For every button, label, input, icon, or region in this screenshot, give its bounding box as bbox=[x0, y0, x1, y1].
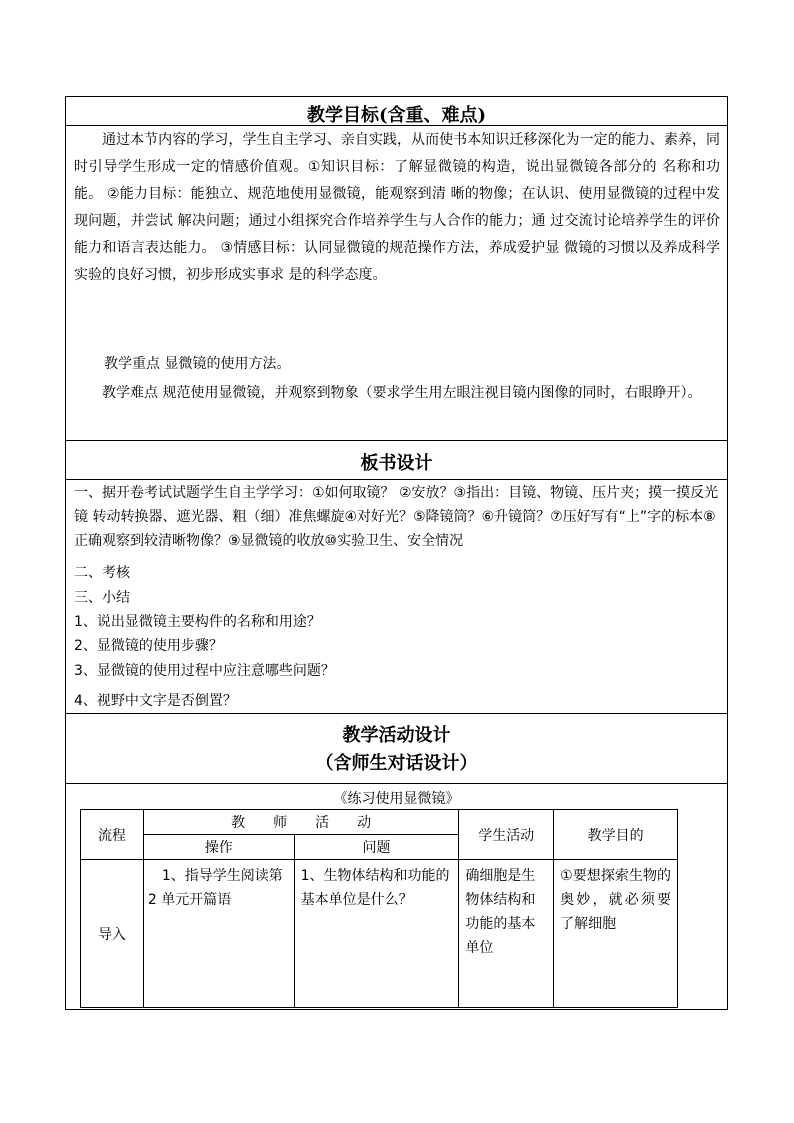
subheader-operation: 操作 bbox=[143, 835, 294, 860]
difficult-point: 教学难点 规范使用显微镜，并观察到物象（要求学生用左眼注视目镜内图像的同时，右眼睁开）。 bbox=[102, 385, 702, 401]
header-student-activity: 学生活动 bbox=[459, 810, 554, 860]
summary-question-4: 4、视野中文字是否倒置？ bbox=[74, 693, 237, 709]
section-title-board-design: 板书设计 bbox=[360, 453, 433, 474]
section-title-activity: 教学活动设计 bbox=[342, 725, 451, 746]
divider bbox=[66, 713, 727, 714]
section-subtitle-activity: （含师生对话设计） bbox=[315, 753, 478, 774]
divider bbox=[66, 125, 727, 126]
board-item-3: 三、小结 bbox=[74, 590, 130, 606]
board-item-2: 二、考核 bbox=[74, 565, 130, 581]
row-operation-cell: 1、指导学生阅读第 2 单元开篇语 bbox=[143, 860, 294, 1008]
row-purpose-cell: ①要想探索生物的奥妙，就必须要了解细胞 bbox=[554, 860, 678, 1008]
summary-question-2: 2、显微镜的使用步骤？ bbox=[74, 638, 223, 654]
board-item-1: 一、据开卷考试试题学生自主学学习：①如何取镜？ ②安放？③指出：目镜、物镜、压片夹；摸一摸反光镜 转动转换器、遮光器、粗（细）准焦螺旋④对好光？⑤降镜筒？⑥升镜筒？⑦压好写有“上”字的标本⑧正确观察到较清晰物像？⑨显微镜的收放⑩实验卫生、安全情况 bbox=[74, 485, 719, 549]
subheader-question: 问题 bbox=[294, 835, 459, 860]
objectives-paragraph: 通过本节内容的学习，学生自主学习、亲自实践，从而使书本知识迁移深化为一定的能力、素养，同时引导学生形成一定的情感价值观。①知识目标：了解显微镜的构造，说出显微镜各部分的 名称和功能。 ②能力目标：能独立、规范地使用显微镜，能观察到清 晰的物像；在认识、使用显微镜的过程中发现问题，并尝试 解决问题；通过小组探究合作培养学生与人合作的能力；通 过交流讨论培养学生的评价能力和语言表达能力。 ③情感目标：认同显微镜的规范操作方法，养成爱护显 微镜的习惯以及养成科学实验的良好习惯，初步形成实事求 是的科学态度。 bbox=[74, 132, 720, 283]
header-process: 流程 bbox=[81, 810, 144, 860]
activity-table bbox=[80, 809, 678, 1008]
divider bbox=[66, 783, 727, 784]
header-purpose: 教学目的 bbox=[554, 810, 678, 860]
row-student-cell: 确细胞是生物体结构和功能的基本单位 bbox=[459, 860, 554, 1008]
header-teacher-activity: 教 师 活 动 bbox=[143, 810, 458, 835]
summary-question-3: 3、显微镜的使用过程中应注意哪些问题？ bbox=[74, 663, 335, 679]
lesson-title: 《练习使用显微镜》 bbox=[333, 791, 460, 807]
row-question-cell: 1、生物体结构和功能的基本单位是什么？ bbox=[294, 860, 459, 1008]
key-point: 教学重点 显微镜的使用方法。 bbox=[104, 356, 291, 372]
divider bbox=[66, 440, 727, 441]
divider bbox=[66, 479, 727, 480]
lesson-plan-table bbox=[65, 96, 728, 1010]
section-title-objectives: 教学目标(含重、难点) bbox=[306, 105, 487, 126]
row-process-cell: 导入 bbox=[81, 860, 144, 1008]
summary-question-1: 1、说出显微镜主要构件的名称和用途？ bbox=[74, 614, 321, 630]
